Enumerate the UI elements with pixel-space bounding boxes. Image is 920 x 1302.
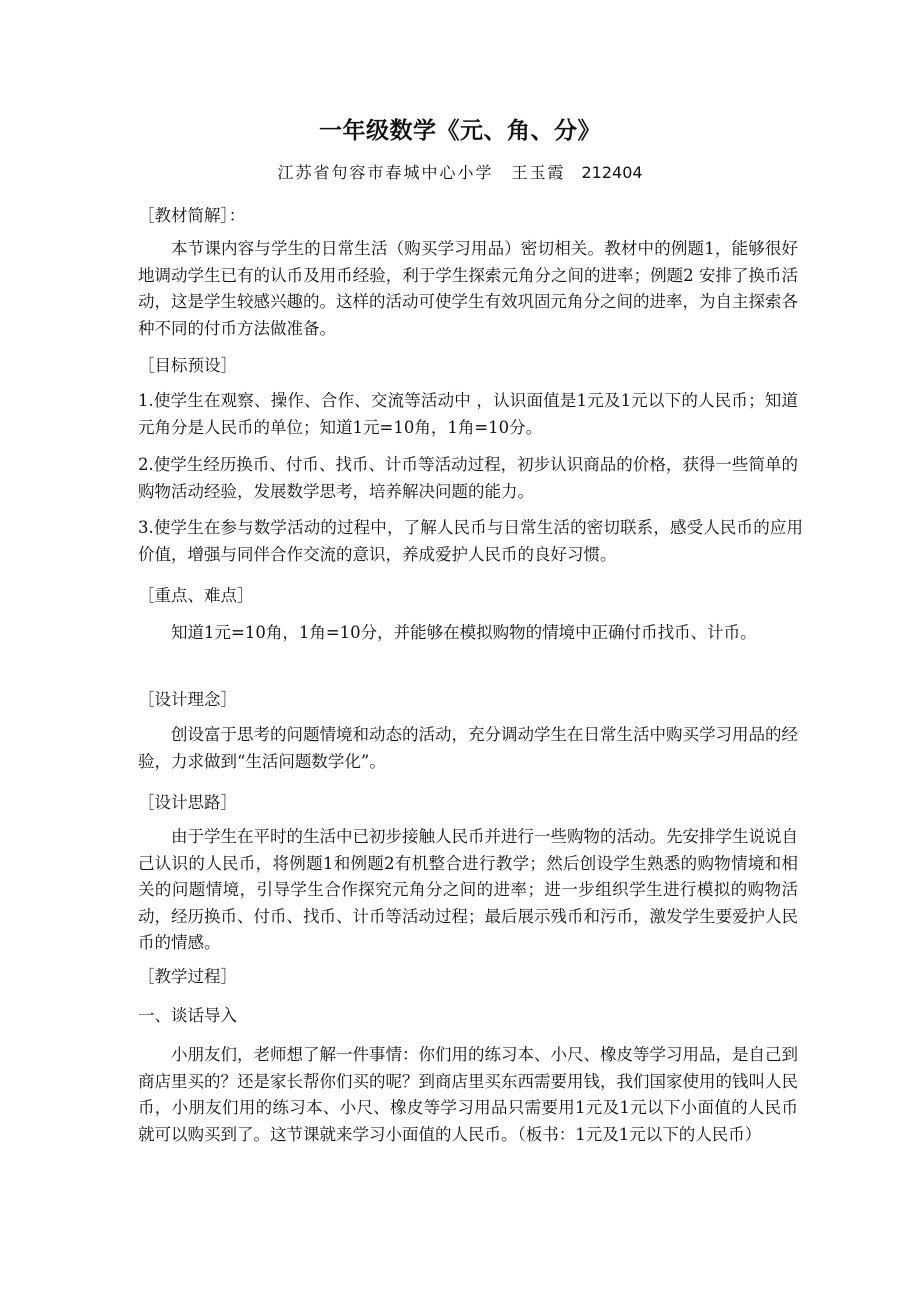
heading-teaching-process: ［教学过程］ — [138, 967, 237, 986]
heading-design-idea: ［设计思路］ — [138, 793, 237, 812]
paragraph-textbook: 本节课内容与学生的日常生活（购买学习用品）密切相关。教材中的例题1，能够很好地调动学生已有的认币及用币经验，利于学生探索元角分之间的进率；例题2 安排了换币活动，这是学生较感兴趣的。这样的活动可使学生有效巩固元角分之间的进率，为自主探索各种不同的付币方法做准备。 — [138, 239, 798, 338]
heading-goals: ［目标预设］ — [138, 356, 237, 375]
author-school-name: 江苏省句容市春城中心小学 王玉霞 — [277, 163, 566, 182]
heading-textbook: ［教材简解］： — [138, 206, 246, 225]
heading-key-points: ［重点、难点］ — [138, 586, 254, 605]
goal-item-3: 3.使学生在参与数学活动的过程中，了解人民币与日常生活的密切联系，感受人民币的应用价值，增强与同伴合作交流的意识，养成爱护人民币的良好习惯。 — [138, 518, 803, 564]
author-line — [0, 160, 920, 183]
goal-item-2: 2.使学生经历换币、付币、找币、计币等活动过程，初步认识商品的价格，获得一些简单的购物活动经验，发展数学思考，培养解决问题的能力。 — [138, 455, 798, 501]
step1-heading: 一、谈话导入 — [138, 1006, 237, 1025]
postal-code: 212404 — [581, 163, 643, 182]
heading-design-concept: ［设计理念］ — [138, 690, 237, 709]
paragraph-step1: 小朋友们，老师想了解一件事情：你们用的练习本、小尺、橡皮等学习用品，是自己到商店里买的？还是家长帮你们买的呢？到商店里买东西需要用钱，我们国家使用的钱叫人民币，小朋友们用的练习本、小尺、橡皮等学习用品只需要用1元及1元以下小面值的人民币就可以购买到了。这节课就来学习小面值的人民币。（板书：1元及1元以下的人民币） — [138, 1045, 798, 1144]
goal-item-1: 1.使学生在观察、操作、合作、交流等活动中 ，认识面值是1元及1元以下的人民币；知道元角分是人民币的单位；知道1元=10角，1角=10分。 — [138, 391, 798, 437]
paragraph-key-points: 知道1元=10角，1角=10分，并能够在模拟购物的情境中正确付币找币、计币。 — [171, 623, 757, 642]
paragraph-design-idea: 由于学生在平时的生活中已初步接触人民币并进行一些购物的活动。先安排学生说说自己认识的人民币，将例题1和例题2有机整合进行教学；然后创设学生熟悉的购物情境和相关的问题情境，引导学生合作探究元角分之间的进率；进一步组织学生进行模拟的购物活动，经历换币、付币、找币、计币等活动过程；最后展示残币和污币，激发学生要爱护人民币的情感。 — [138, 827, 798, 952]
document-title: 一年级数学《元、角、分》 — [319, 118, 601, 144]
paragraph-design-concept: 创设富于思考的问题情境和动态的活动，充分调动学生在日常生活中购买学习用品的经验，力求做到“生活问题数学化”。 — [138, 725, 798, 771]
